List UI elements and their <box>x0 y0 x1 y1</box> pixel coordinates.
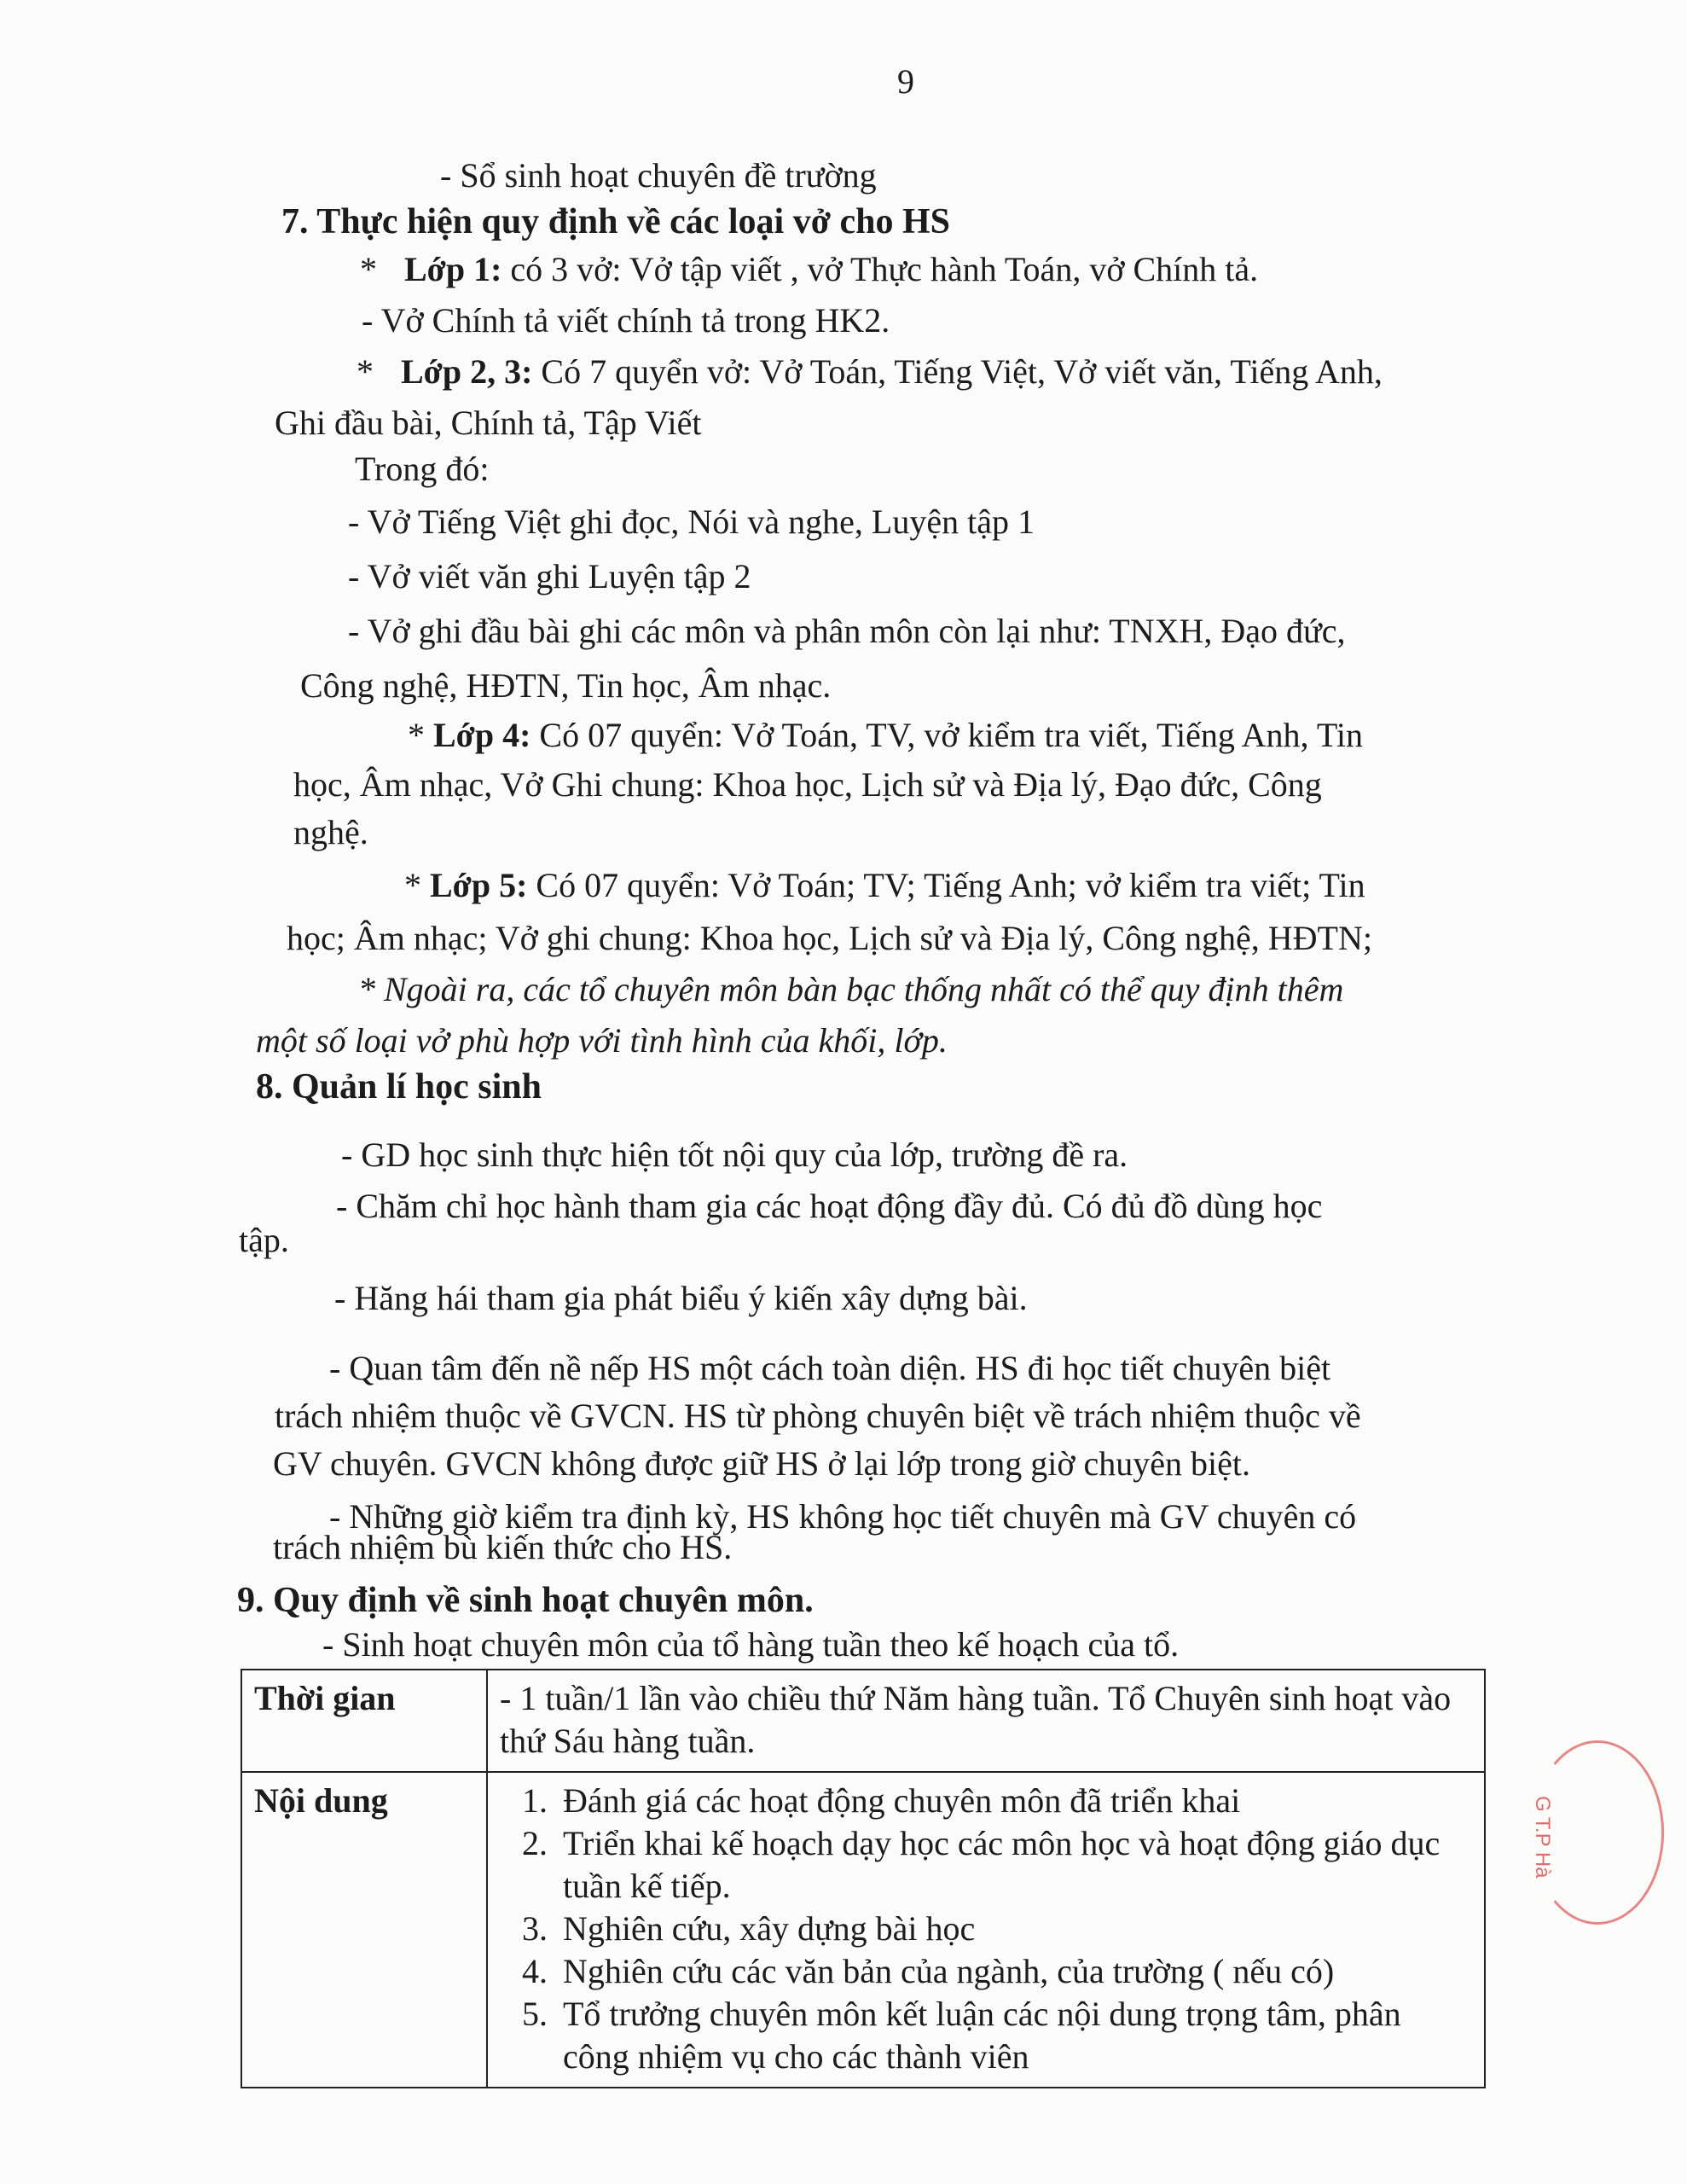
meeting-schedule-table <box>241 1669 1486 2088</box>
text-line: nghệ. <box>293 813 368 851</box>
text-line: trách nhiệm thuộc về GVCN. HS từ phòng chuyên biệt về trách nhiệm thuộc về <box>275 1397 1361 1435</box>
table-row <box>241 1670 1485 1772</box>
section-heading-9: 9. Quy định về sinh hoạt chuyên môn. <box>237 1581 814 1620</box>
table-cell-list <box>487 1772 1485 2088</box>
page-number: 9 <box>897 62 914 101</box>
text-line: - Những giờ kiểm tra định kỳ, HS không học tiết chuyên mà GV chuyên có <box>329 1497 1357 1536</box>
text-line: - Vở Chính tả viết chính tả trong HK2. <box>362 301 890 340</box>
text-line <box>404 865 1365 906</box>
text-line: trách nhiệm bù kiến thức cho HS. <box>273 1528 733 1566</box>
section-heading-8: 8. Quản lí học sinh <box>256 1067 542 1107</box>
text-line: - Vở viết văn ghi Luyện tập 2 <box>348 557 751 595</box>
table-row <box>241 1772 1485 2088</box>
list-item: 4. Nghiên cứu các văn bản của ngành, của trường ( nếu có) <box>556 1950 1472 1993</box>
grade-label: Lớp 2, 3: <box>401 352 533 391</box>
table-cell-text: - 1 tuần/1 lần vào chiều thứ Năm hàng tuần. Tổ Chuyên sinh hoạt vào thứ Sáu hàng tuần. <box>487 1670 1485 1772</box>
text-line <box>357 351 1383 392</box>
section-heading-7: 7. Thực hiện quy định về các loại vở cho HS <box>281 202 950 241</box>
grade-label: Lớp 5: <box>430 866 528 904</box>
text-run: Có 07 quyển: Vở Toán, TV, vở kiểm tra viết, Tiếng Anh, Tin <box>530 716 1363 754</box>
bullet-marker: * <box>360 250 377 288</box>
grade-label: Lớp 4: <box>433 716 531 754</box>
list-item: 2. Triển khai kế hoạch dạy học các môn học và hoạt động giáo dục tuần kế tiếp. <box>556 1822 1472 1908</box>
text-run: Có 7 quyển vở: Vở Toán, Tiếng Việt, Vở viết văn, Tiếng Anh, <box>532 352 1383 391</box>
text-line <box>408 715 1363 756</box>
text-run: Có 07 quyển: Vở Toán; TV; Tiếng Anh; vở kiểm tra viết; Tin <box>527 866 1365 904</box>
text-line: Công nghệ, HĐTN, Tin học, Âm nhạc. <box>300 666 832 705</box>
content-list <box>500 1780 1472 2078</box>
text-run: có 3 vở: Vở tập viết , vở Thực hành Toán, vở Chính tả. <box>501 250 1259 288</box>
text-line: - Sinh hoạt chuyên môn của tổ hàng tuần theo kế hoạch của tổ. <box>322 1625 1180 1664</box>
table-cell-label: Nội dung <box>241 1772 487 2088</box>
text-line: học, Âm nhạc, Vở Ghi chung: Khoa học, Lịch sử và Địa lý, Đạo đức, Công <box>293 765 1322 804</box>
text-line: tập. <box>239 1221 289 1259</box>
text-line: - Vở ghi đầu bài ghi các môn và phân môn còn lại như: TNXH, Đạo đức, <box>348 612 1346 650</box>
bullet-marker: * <box>408 716 433 754</box>
grade-label: Lớp 1: <box>404 250 502 288</box>
bullet-marker: * <box>357 352 374 391</box>
text-line: học; Âm nhạc; Vở ghi chung: Khoa học, Lịch sử và Địa lý, Công nghệ, HĐTN; <box>287 919 1372 957</box>
text-line: - GD học sinh thực hiện tốt nội quy của lớp, trường đề ra. <box>341 1136 1128 1174</box>
list-item: 1. Đánh giá các hoạt động chuyên môn đã triển khai <box>556 1780 1472 1822</box>
note-line: một số loại vở phù hợp với tình hình của khối, lớp. <box>256 1021 948 1060</box>
note-line: * Ngoài ra, các tổ chuyên môn bàn bạc thống nhất có thể quy định thêm <box>358 970 1344 1008</box>
text-line: - Quan tâm đến nề nếp HS một cách toàn diện. HS đi học tiết chuyên biệt <box>329 1349 1331 1387</box>
text-line <box>360 249 1258 290</box>
table-cell-label: Thời gian <box>241 1670 487 1772</box>
text-line: Trong đó: <box>355 450 490 488</box>
text-line: - Hăng hái tham gia phát biểu ý kiến xây dựng bài. <box>334 1279 1028 1317</box>
text-line: - Vở Tiếng Việt ghi đọc, Nói và nghe, Luyện tập 1 <box>348 502 1035 541</box>
text-line: - Chăm chỉ học hành tham gia các hoạt động đầy đủ. Có đủ đồ dùng học <box>336 1187 1323 1225</box>
text-line: GV chuyên. GVCN không được giữ HS ở lại lớp trong giờ chuyên biệt. <box>273 1444 1250 1483</box>
stamp-text: G T.P Hà <box>1531 1796 1554 1879</box>
list-item: 5. Tổ trưởng chuyên môn kết luận các nội dung trọng tâm, phân công nhiệm vụ cho các thành viên <box>556 1993 1472 2078</box>
list-item: 3. Nghiên cứu, xây dựng bài học <box>556 1908 1472 1950</box>
bullet-marker: * <box>404 866 430 904</box>
text-line: - Sổ sinh hoạt chuyên đề trường <box>440 156 877 195</box>
text-line: Ghi đầu bài, Chính tả, Tập Viết <box>275 404 702 442</box>
